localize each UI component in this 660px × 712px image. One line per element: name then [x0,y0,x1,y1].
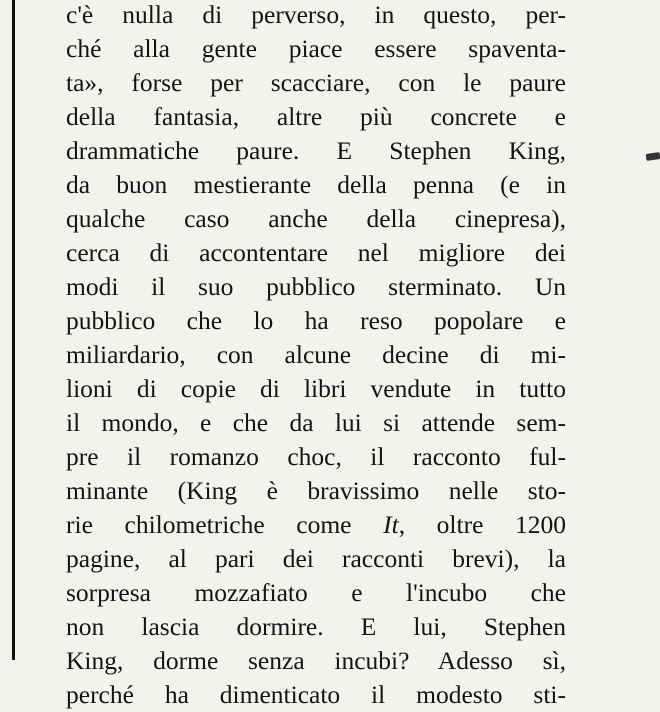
text-line: drammatiche paure. E Stephen King, [66,136,566,165]
text-line: sorpresa mozzafiato e l'incubo che [66,578,566,607]
text-line: pre il romanzo choc, il racconto ful- [66,442,566,471]
text-line: da buon mestierante della penna (e in [66,170,566,199]
text-line: della fantasia, altre più concrete e [66,102,566,131]
text-line: modi il suo pubblico sterminato. Un [66,272,566,301]
text-line: miliardario, con alcune decine di mi- [66,340,566,369]
text-line: ta», forse per scacciare, con le paure [66,68,566,97]
text-line: ché alla gente piace essere spaventa- [66,34,566,63]
text-line: qualche caso anche della cinepresa), [66,204,566,233]
print-speck [646,152,660,161]
text-line: King, dorme senza incubi? Adesso sì, [66,646,566,675]
column-rule [12,0,15,660]
book-title: It [383,510,399,539]
text-line: minante (King è bravissimo nelle sto- [66,476,566,505]
text-line-with-book-title [66,508,566,542]
article-column [66,0,566,709]
text-line: cerca di accontentare nel migliore dei [66,238,566,267]
text-line: non lascia dormire. E lui, Stephen [66,612,566,641]
text-line: c'è nulla di perverso, in questo, per- [66,0,566,29]
text-line: pagine, al pari dei racconti brevi), la [66,544,566,573]
text-segment: rie chilometriche come [66,510,384,539]
text-line: lioni di copie di libri vendute in tutto [66,374,566,403]
text-line: il mondo, e che da lui si attende sem- [66,408,566,437]
text-line: perché ha dimenticato il modesto sti- [66,680,566,709]
text-line: pubblico che lo ha reso popolare e [66,306,566,335]
text-segment: , oltre 1200 [398,510,566,539]
